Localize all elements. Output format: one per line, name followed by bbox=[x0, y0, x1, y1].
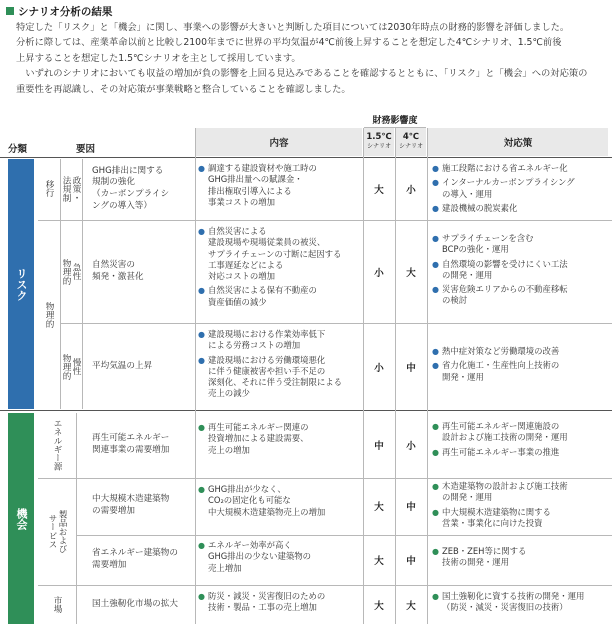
bullet-icon: ● bbox=[432, 178, 439, 188]
factor-line: 省エネルギー建築物の bbox=[92, 548, 178, 559]
row-content bbox=[198, 484, 364, 521]
row-factor bbox=[92, 536, 196, 584]
bullet-icon: ● bbox=[198, 541, 205, 550]
row-content bbox=[198, 329, 364, 403]
row-measures bbox=[432, 591, 610, 617]
factor-line: GHG排出に関する bbox=[92, 165, 164, 176]
bullet-icon: ● bbox=[432, 361, 439, 371]
subgroup-chronic bbox=[60, 325, 82, 409]
row-factor bbox=[92, 413, 196, 477]
impact-4: 中 bbox=[406, 502, 416, 513]
subgroup-chronic-line: 物理的 bbox=[61, 354, 71, 380]
factor-line: 需要増加 bbox=[92, 560, 127, 570]
factor-line: 頻発・激甚化 bbox=[92, 272, 144, 282]
col-rule bbox=[363, 128, 364, 624]
row-content bbox=[198, 226, 364, 311]
content-item: ● 再生可能エネルギー関連の 投資増加による建設需要、 売上の増加 bbox=[198, 422, 309, 455]
impact-15: 大 bbox=[374, 502, 384, 513]
bullet-icon: ● bbox=[432, 482, 439, 491]
bullet-icon: ● bbox=[432, 447, 439, 457]
header-rule bbox=[0, 157, 612, 158]
factor-line: の需要増加 bbox=[92, 506, 135, 516]
subgroup-policy bbox=[60, 159, 82, 219]
measure-item: ● 国土強靭化に資する技術の開発・運用 （防災・減災・災害復旧の技術） bbox=[432, 591, 585, 613]
group-transition: 移行 bbox=[44, 180, 54, 198]
bullet-icon: ● bbox=[432, 259, 439, 269]
row-content bbox=[198, 591, 364, 617]
col-rule bbox=[76, 413, 77, 624]
content-item: ● 建設現場における作業効率低下 による労務コストの増加 bbox=[198, 329, 326, 351]
bullet-icon: ● bbox=[198, 227, 205, 236]
row-content bbox=[198, 163, 364, 211]
bullet-icon: ● bbox=[198, 592, 205, 601]
row-factor bbox=[92, 586, 196, 624]
factor-line: （カーボンプライシ bbox=[92, 189, 170, 199]
content-item: ● 自然災害による 建設現場や現場従業員の被災、 サプライチェーンの寸断に起因する 工事遅延などによる 対応コストの増加 bbox=[198, 226, 342, 282]
impact-15: 大 bbox=[374, 185, 384, 196]
impact-4: 中 bbox=[406, 363, 416, 374]
row-factor bbox=[92, 159, 196, 219]
measure-item: ● 施工段階における省エネルギー化 bbox=[432, 163, 568, 173]
intro-line: 上昇することを想定した1.5℃シナリオを主として採用しています。 bbox=[16, 52, 301, 64]
row-measures bbox=[432, 233, 610, 310]
heading-text: シナリオ分析の結果 bbox=[18, 5, 113, 18]
group-products bbox=[38, 478, 76, 584]
header-s4-label: 4℃ bbox=[402, 132, 420, 142]
row-rule bbox=[38, 585, 612, 586]
header-scenario-15 bbox=[364, 128, 394, 156]
bullet-icon: ● bbox=[432, 592, 439, 601]
bullet-icon: ● bbox=[432, 422, 439, 431]
header-impact: 財務影響度 bbox=[372, 115, 418, 126]
header-content: 内容 bbox=[196, 128, 362, 156]
row-factor bbox=[92, 222, 196, 322]
subgroup-acute-line: 急性 bbox=[71, 263, 81, 281]
row-content bbox=[198, 422, 364, 459]
col-rule bbox=[395, 128, 396, 624]
subgroup-policy-line: 政策・ bbox=[71, 176, 81, 202]
row-rule bbox=[76, 535, 612, 536]
bullet-icon: ● bbox=[198, 286, 205, 296]
measure-item: ● 自然環境の影響を受けにくい工法 の開発・運用 bbox=[432, 258, 568, 280]
impact-4: 中 bbox=[406, 556, 416, 567]
impact-4: 大 bbox=[406, 601, 416, 612]
col-rule bbox=[82, 159, 83, 409]
factor-line: 関連事業の需要増加 bbox=[92, 445, 170, 455]
category-risk bbox=[8, 159, 34, 409]
bullet-icon: ● bbox=[198, 330, 205, 339]
row-measures bbox=[432, 481, 610, 532]
measure-item: ● 再生可能エネルギー関連施設の 設計および施工技術の開発・運用 bbox=[432, 421, 568, 443]
header-s15-sub: シナリオ bbox=[367, 143, 391, 150]
bullet-icon: ● bbox=[432, 285, 439, 295]
measure-item: ● 熱中症対策など労働環境の改善 bbox=[432, 346, 560, 356]
measure-item: ● インターナルカーボンプライシング の導入・運用 bbox=[432, 177, 575, 199]
row-rule bbox=[60, 323, 612, 324]
row-content bbox=[198, 540, 364, 577]
impact-4: 小 bbox=[406, 441, 416, 452]
category-risk-label: リスク bbox=[15, 267, 28, 301]
content-item: ● 防災・減災・災害復旧のための 技術・製品・工事の売上増加 bbox=[198, 591, 326, 613]
group-products-line: サービス bbox=[47, 513, 57, 549]
category-opportunity bbox=[8, 413, 34, 624]
bullet-icon: ● bbox=[432, 347, 439, 356]
impact-4: 小 bbox=[406, 185, 416, 196]
measure-item: ● サプライチェーンを含む BCPの強化・運用 bbox=[432, 233, 534, 255]
col-rule bbox=[195, 128, 196, 624]
bullet-icon: ● bbox=[198, 485, 205, 494]
factor-line: 中大規模木造建築物 bbox=[92, 494, 170, 505]
intro-line: 分析に際しては、産業革命以前と比較し2100年までに世界の平均気温が4℃前後上昇することを想定した4℃シナリオ、1.5℃前後 bbox=[16, 37, 562, 49]
subgroup-chronic-line: 慢性 bbox=[71, 358, 81, 376]
impact-15: 小 bbox=[374, 268, 384, 279]
row-measures bbox=[432, 163, 610, 217]
bullet-icon: ● bbox=[432, 203, 439, 213]
group-physical: 物理的 bbox=[44, 302, 54, 328]
bullet-icon: ● bbox=[432, 234, 439, 243]
content-item: ● エネルギー効率が高く GHG排出の少ない建築物の 売上増加 bbox=[198, 540, 312, 573]
header-scenario-4 bbox=[396, 128, 426, 156]
subgroup-policy-line: 法規制 bbox=[61, 176, 71, 202]
intro-line: いずれのシナリオにおいても収益の増加が負の影響を上回る見込みであることを確認するとともに、「リスク」と「機会」への対応策の bbox=[16, 68, 588, 80]
impact-4: 大 bbox=[406, 268, 416, 279]
factor-line: 再生可能エネルギー bbox=[92, 433, 170, 444]
measure-item: ● ZEB・ZEH等に関する 技術の開発・運用 bbox=[432, 546, 527, 568]
row-measures bbox=[432, 346, 610, 386]
measure-item: ● 災害危険エリアからの不動産移転 の検討 bbox=[432, 284, 568, 306]
factor-line: 国土強靭化市場の拡大 bbox=[92, 599, 178, 610]
row-factor bbox=[92, 325, 196, 409]
impact-15: 大 bbox=[374, 556, 384, 567]
bullet-icon: ● bbox=[198, 164, 205, 173]
measure-item: ● 中大規模木造建築物に関する 営業・事業化に向けた投資 bbox=[432, 506, 551, 528]
impact-15: 小 bbox=[374, 363, 384, 374]
col-rule bbox=[60, 159, 61, 409]
category-opportunity-label: 機会 bbox=[15, 507, 28, 530]
content-item: ● 調達する建設資材や施工時の GHG排出量への賦課金・ 排出権取引導入による 事業コストの増加 bbox=[198, 163, 317, 207]
header-s15-label: 1.5℃ bbox=[366, 132, 392, 142]
bullet-icon: ● bbox=[432, 507, 439, 517]
measure-item: ● 建設機械の脱炭素化 bbox=[432, 202, 518, 213]
col-rule bbox=[427, 128, 428, 624]
impact-15: 大 bbox=[374, 601, 384, 612]
bullet-icon: ● bbox=[432, 164, 439, 173]
group-market: 市場 bbox=[52, 596, 62, 614]
measure-item: ● 木造建築物の設計および施工技術 の開発・運用 bbox=[432, 481, 568, 503]
subgroup-acute bbox=[60, 222, 82, 322]
row-factor bbox=[92, 478, 196, 534]
row-measures bbox=[432, 421, 610, 461]
content-item: ● 建設現場における労働環境悪化 に伴う健康被害や担い手不足の 深刻化、それに伴う受注制限による 売上の減少 bbox=[198, 354, 342, 399]
bullet-icon: ● bbox=[432, 547, 439, 556]
header-category: 分類 bbox=[8, 144, 28, 155]
group-products-line: 製品および bbox=[57, 509, 67, 553]
measure-item: ● 省力化施工・生産性向上技術の 開発・運用 bbox=[432, 360, 560, 382]
section-rule bbox=[0, 410, 612, 411]
row-rule bbox=[38, 478, 612, 479]
header-factor: 要因 bbox=[76, 144, 96, 155]
subgroup-acute-line: 物理的 bbox=[61, 259, 71, 285]
factor-line: ングの導入等） bbox=[92, 200, 152, 211]
factor-line: 平均気温の上昇 bbox=[92, 361, 153, 372]
factor-line: 規制の強化 bbox=[92, 177, 135, 188]
row-rule bbox=[38, 220, 612, 221]
bullet-icon: ● bbox=[198, 355, 205, 365]
content-item: ● GHG排出が少なく、 CO₂の固定化も可能な 中大規模木造建築物売上の増加 bbox=[198, 484, 326, 517]
factor-line: 自然災害の bbox=[92, 260, 135, 271]
content-item: ● 自然災害による保有不動産の 資産価値の減少 bbox=[198, 285, 317, 307]
intro-line: 重要性を再認識し、その対応策が事業戦略と整合していることを確認しました。 bbox=[16, 83, 351, 95]
impact-15: 中 bbox=[374, 441, 384, 452]
measure-item: ● 再生可能エネルギー事業の推進 bbox=[432, 446, 560, 457]
intro-line: 特定した「リスク」と「機会」に関し、事業への影響が大きいと判断した項目については2030年時点の財務的影響を評価しました。 bbox=[16, 22, 570, 33]
bullet-icon: ● bbox=[198, 423, 205, 432]
header-s4-sub: シナリオ bbox=[399, 143, 423, 150]
row-measures bbox=[432, 546, 610, 572]
header-measures: 対応策 bbox=[428, 128, 608, 156]
group-energy: エネルギー源 bbox=[52, 419, 62, 471]
